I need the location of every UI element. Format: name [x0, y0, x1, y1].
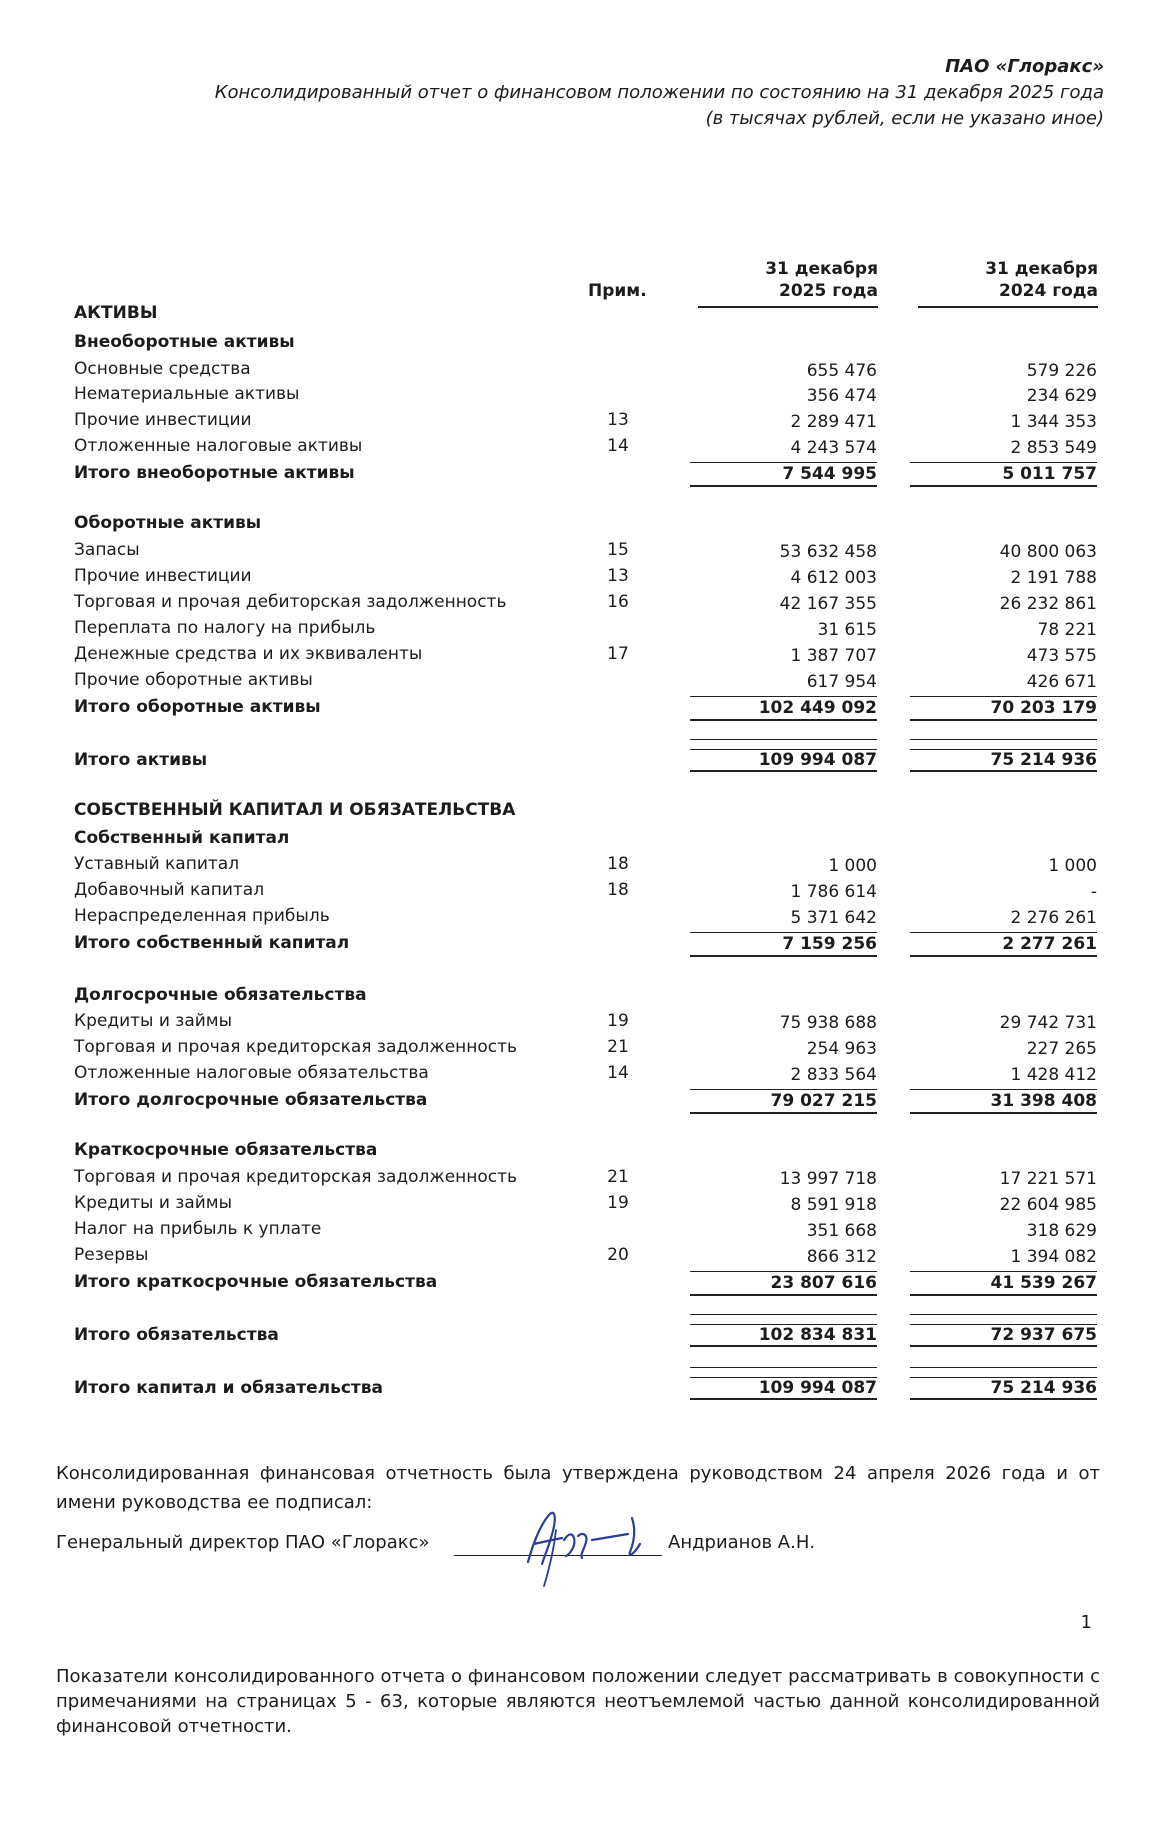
table-row: Налог на прибыль к уплате 351 668 318 629	[74, 1219, 1097, 1241]
section-assets: АКТИВЫ	[74, 303, 158, 323]
section-shortterm-liabilities: Краткосрочные обязательства	[74, 1140, 378, 1160]
total-liabilities-row: Итого обязательства 102 834 831 72 937 675	[74, 1325, 1097, 1345]
signer-title: Генеральный директор ПАО «Глоракс»	[56, 1532, 430, 1553]
report-title: Консолидированный отчет о финансовом положении по состоянию на 31 декабря 2025 года	[214, 82, 1104, 103]
table-row: Нераспределенная прибыль 5 371 642 2 276 261	[74, 906, 1097, 928]
units-note: (в тысячах рублей, если не указано иное)	[705, 108, 1104, 129]
table-row: Прочие оборотные активы 617 954 426 671	[74, 670, 1097, 692]
table-row: Отложенные налоговые активы 14 4 243 574 2 853 549	[74, 436, 1097, 458]
table-row: Отложенные налоговые обязательства 14 2 833 564 1 428 412	[74, 1063, 1097, 1085]
column-header-2024: 31 декабря 2024 года	[918, 258, 1098, 308]
section-noncurrent-assets: Внеоборотные активы	[74, 332, 295, 352]
table-row: Запасы 15 53 632 458 40 800 063	[74, 540, 1097, 562]
page-number: 1	[1080, 1612, 1092, 1633]
total-assets-row: Итого активы 109 994 087 75 214 936	[74, 750, 1097, 770]
subtotal-row: Итого внеоборотные активы 7 544 995 5 011 757	[0, 463, 1170, 487]
section-equity: Собственный капитал	[74, 828, 290, 848]
subtotal-row: Итого долгосрочные обязательства 79 027 215 31 398 408	[0, 1090, 1170, 1114]
table-row: Торговая и прочая дебиторская задолженность 16 42 167 355 26 232 861	[74, 592, 1097, 614]
table-row: Резервы 20 866 312 1 394 082	[74, 1245, 1097, 1267]
subtotal-row: Итого оборотные активы 102 449 092 70 203 179	[0, 697, 1170, 721]
approval-statement: Консолидированная финансовая отчетность была утверждена руководством 24 апреля 2026 года и от имени руководства ее подписал:	[56, 1463, 1100, 1513]
subtotal-row: Итого краткосрочные обязательства 23 807 616 41 539 267	[0, 1272, 1170, 1296]
table-row: Уставный капитал 18 1 000 1 000	[74, 854, 1097, 876]
signer-name: Андрианов А.Н.	[668, 1532, 816, 1553]
footnote: Показатели консолидированного отчета о финансовом положении следует рассматривать в совокупности с примечаниями на страницах 5 - 63, которые являются неотъемлемой частью данной консолидированной финансовой отчетности.	[56, 1666, 1100, 1737]
table-row: Кредиты и займы 19 75 938 688 29 742 731	[74, 1011, 1097, 1033]
table-row: Торговая и прочая кредиторская задолженность 21 13 997 718 17 221 571	[74, 1167, 1097, 1189]
report-header	[215, 54, 1104, 132]
table-row: Переплата по налогу на прибыль 31 615 78 221	[74, 618, 1097, 640]
table-row: Основные средства 655 476 579 226	[74, 359, 1097, 381]
section-longterm-liabilities: Долгосрочные обязательства	[74, 985, 367, 1005]
subtotal-row: Итого собственный капитал 7 159 256 2 277 261	[0, 933, 1170, 957]
table-row: Прочие инвестиции 13 2 289 471 1 344 353	[74, 410, 1097, 432]
table-row: Кредиты и займы 19 8 591 918 22 604 985	[74, 1193, 1097, 1215]
table-row: Нематериальные активы 356 474 234 629	[74, 384, 1097, 406]
table-row: Денежные средства и их эквиваленты 17 1 387 707 473 575	[74, 644, 1097, 666]
table-row: Прочие инвестиции 13 4 612 003 2 191 788	[74, 566, 1097, 588]
section-equity-liabilities: СОБСТВЕННЫЙ КАПИТАЛ И ОБЯЗАТЕЛЬСТВА	[74, 800, 516, 820]
column-header-2025: 31 декабря 2025 года	[698, 258, 878, 308]
table-row: Добавочный капитал 18 1 786 614 -	[74, 880, 1097, 902]
total-equity-liabilities-row: Итого капитал и обязательства 109 994 087 75 214 936	[74, 1378, 1097, 1398]
section-current-assets: Оборотные активы	[74, 513, 262, 533]
table-row: Торговая и прочая кредиторская задолженность 21 254 963 227 265	[74, 1037, 1097, 1059]
company-name: ПАО «Глоракс»	[945, 56, 1104, 77]
note-column-header: Прим.	[588, 281, 647, 301]
handwritten-signature	[520, 1500, 670, 1590]
